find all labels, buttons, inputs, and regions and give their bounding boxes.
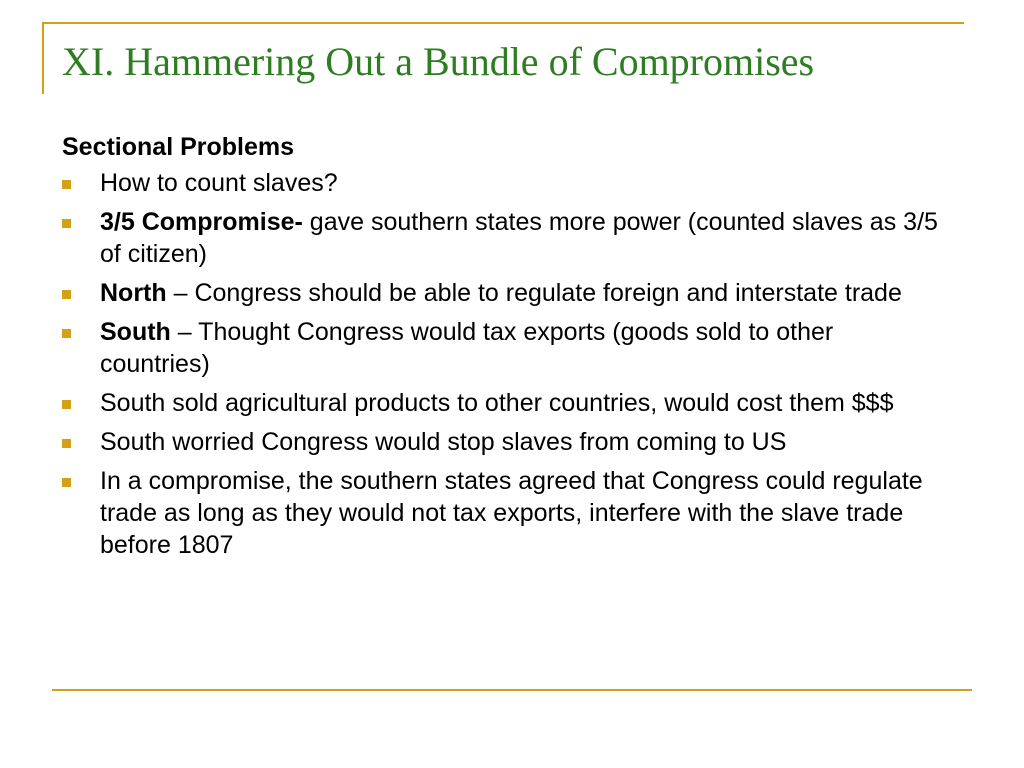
square-bullet-icon: [62, 180, 71, 189]
section-heading: Sectional Problems: [62, 133, 295, 161]
bullet-item: [62, 277, 942, 309]
bullet-item: [62, 167, 942, 199]
slide-title: XI. Hammering Out a Bundle of Compromises: [62, 39, 815, 84]
square-bullet-icon: [62, 439, 71, 448]
bullet-text: – Thought Congress would tax exports (goods sold to other countries): [100, 318, 834, 378]
square-bullet-icon: [62, 478, 71, 487]
slide-body: [62, 131, 942, 568]
bullet-item: [62, 426, 942, 458]
square-bullet-icon: [62, 219, 71, 228]
square-bullet-icon: [62, 400, 71, 409]
bullet-list: [62, 167, 942, 561]
bullet-item: [62, 387, 942, 419]
bullet-text: South sold agricultural products to other countries, would cost them $$$: [100, 389, 894, 417]
title-accent-horizontal-rule: [42, 22, 964, 24]
bullet-item: [62, 316, 942, 380]
bullet-item: [62, 206, 942, 270]
bullet-item: [62, 465, 942, 561]
bullet-text: In a compromise, the southern states agreed that Congress could regulate trade as long as they would not tax exports, interfere with the slave trade before 1807: [100, 467, 923, 559]
bullet-bold-term: North: [100, 279, 167, 307]
bullet-text: How to count slaves?: [100, 169, 338, 197]
bullet-text: South worried Congress would stop slaves from coming to US: [100, 428, 787, 456]
bullet-text: – Congress should be able to regulate foreign and interstate trade: [166, 279, 902, 307]
bullet-text: gave southern states more power (counted slaves as 3/5 of citizen): [100, 208, 938, 268]
footer-accent-rule: [52, 689, 972, 691]
square-bullet-icon: [62, 290, 71, 299]
bullet-bold-term: South: [100, 318, 171, 346]
bullet-bold-term: 3/5 Compromise-: [100, 208, 303, 236]
title-accent-vertical-rule: [42, 22, 44, 94]
square-bullet-icon: [62, 329, 71, 338]
